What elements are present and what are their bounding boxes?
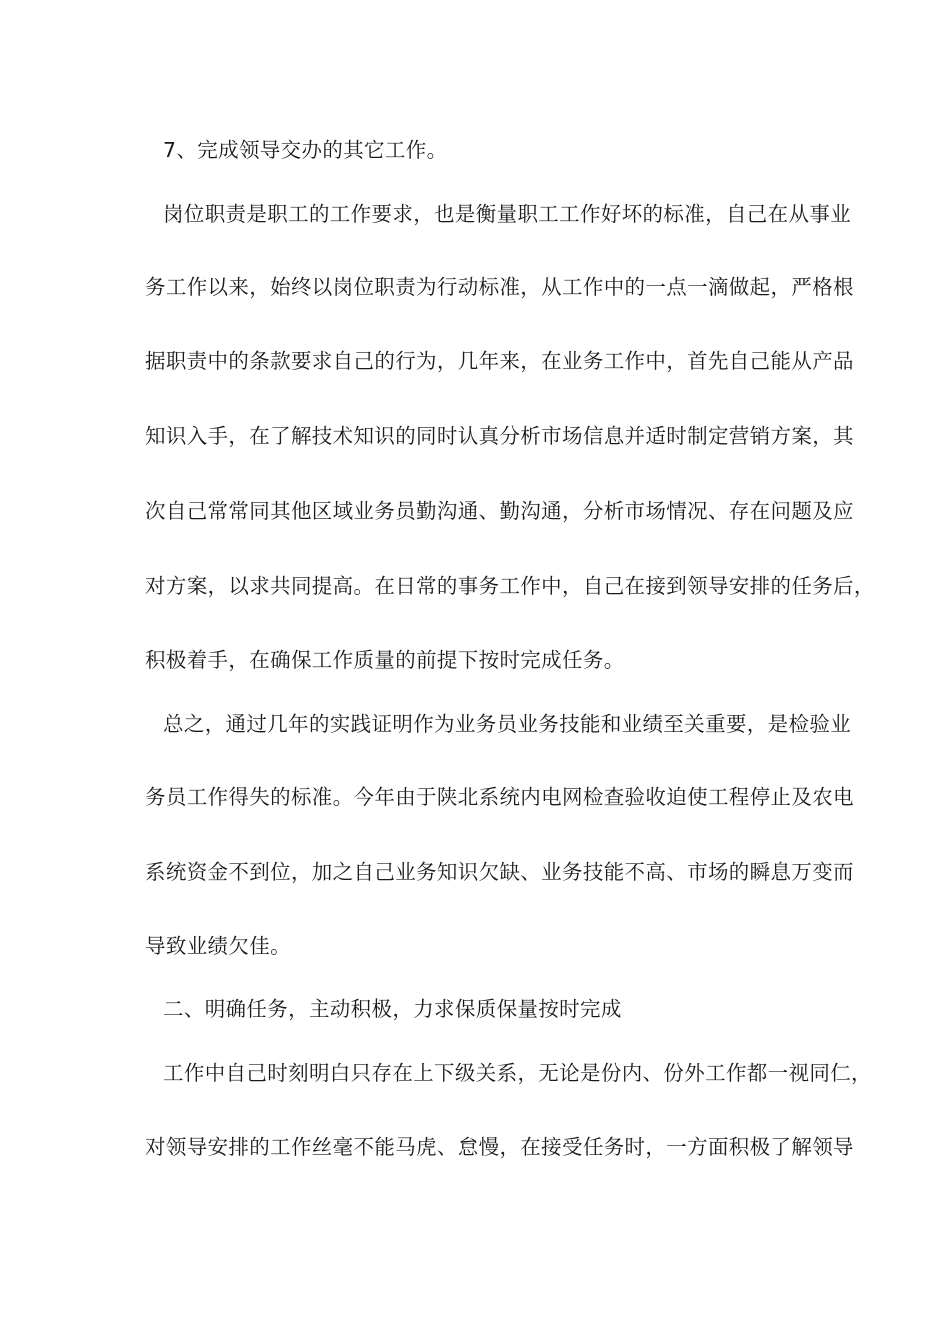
paragraph-2-line-4: 导致业绩欠佳。 [145, 934, 291, 958]
paragraph-2-line-3: 系统资金不到位，加之自己业务知识欠缺、业务技能不高、市场的瞬息万变而 [145, 860, 854, 884]
paragraph-2-line-2: 务员工作得失的标准。今年由于陕北系统内电网检查验收迫使工程停止及农电 [145, 785, 854, 809]
list-item-7: 7、完成领导交办的其它工作。 [163, 138, 448, 162]
section-heading: 二、明确任务，主动积极，力求保质保量按时完成 [163, 997, 622, 1021]
paragraph-3-line-1: 工作中自己时刻明白只存在上下级关系，无论是份内、份外工作都一视同仁， [163, 1061, 872, 1085]
paragraph-1-line-1: 岗位职责是职工的工作要求，也是衡量职工工作好坏的标准，自己在从事业 [163, 202, 852, 226]
paragraph-1-line-4: 知识入手，在了解技术知识的同时认真分析市场信息并适时制定营销方案，其 [145, 424, 854, 448]
paragraph-3-line-2: 对领导安排的工作丝毫不能马虎、怠慢，在接受任务时，一方面积极了解领导 [145, 1135, 854, 1159]
paragraph-1-line-5: 次自己常常同其他区域业务员勤沟通、勤沟通，分析市场情况、存在问题及应 [145, 499, 854, 523]
paragraph-1-line-7: 积极着手，在确保工作质量的前提下按时完成任务。 [145, 648, 625, 672]
paragraph-1-line-6: 对方案，以求共同提高。在日常的事务工作中，自己在接到领导安排的任务后， [145, 574, 875, 598]
paragraph-1-line-3: 据职责中的条款要求自己的行为，几年来，在业务工作中，首先自己能从产品 [145, 349, 854, 373]
paragraph-1-line-2: 务工作以来，始终以岗位职责为行动标准，从工作中的一点一滴做起，严格根 [145, 275, 854, 299]
paragraph-2-line-1: 总之，通过几年的实践证明作为业务员业务技能和业绩至关重要，是检验业 [163, 712, 852, 736]
